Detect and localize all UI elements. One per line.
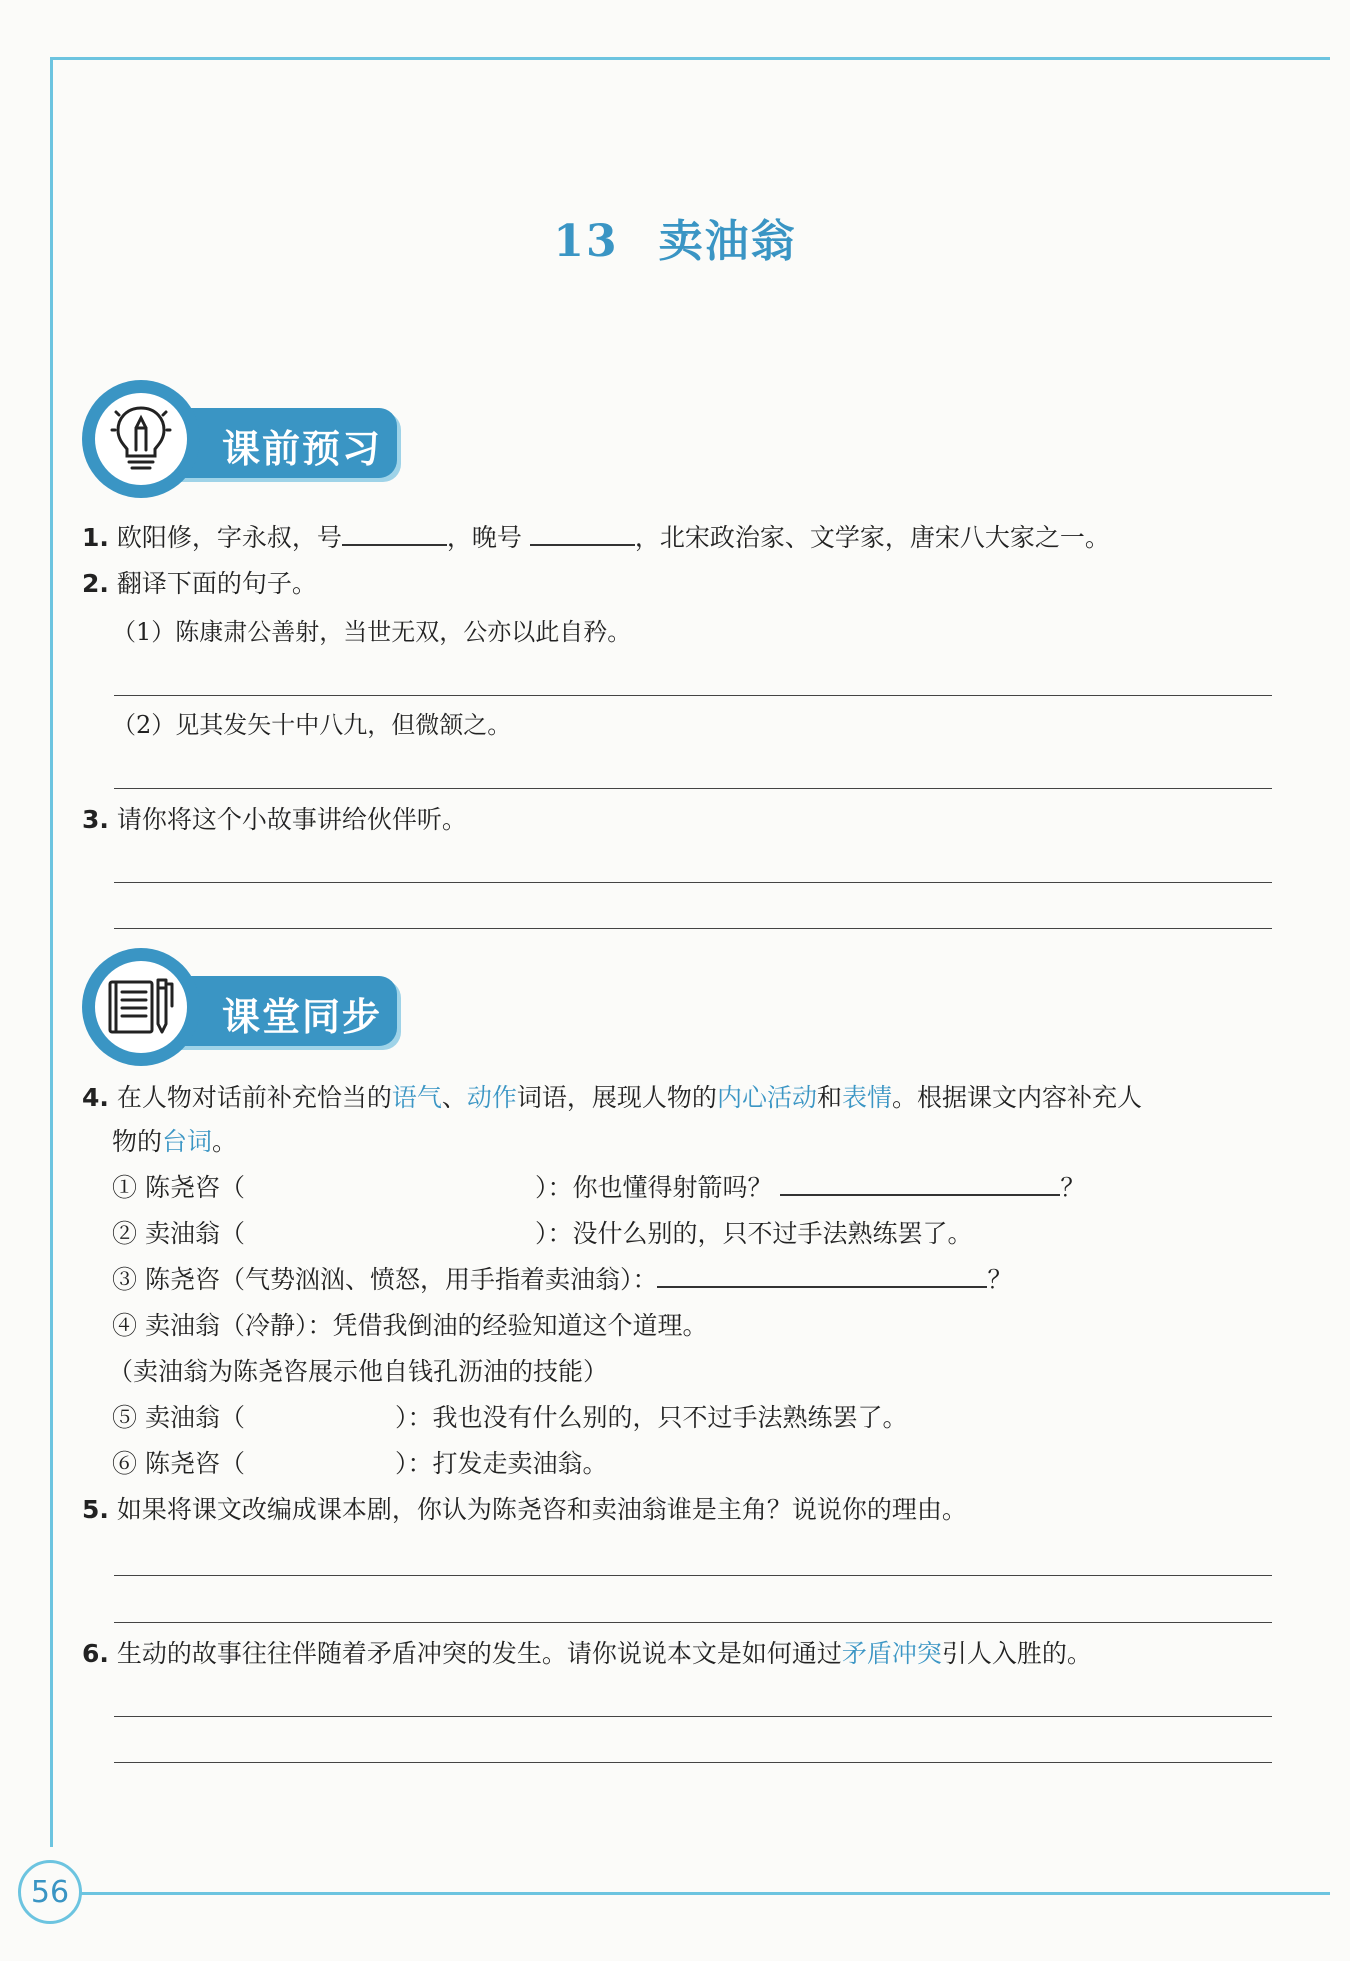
page-frame-top	[50, 57, 1330, 60]
highlight-text: 台词	[162, 1127, 213, 1156]
answer-line[interactable]	[114, 1575, 1272, 1576]
highlight-text: 矛盾冲突	[841, 1639, 942, 1668]
highlight-text: 语气	[391, 1083, 442, 1112]
book-pencil-icon	[106, 976, 176, 1038]
dialogue-text: ① 陈尧咨（	[112, 1173, 245, 1202]
dialogue-text: ）：没什么别的，只不过手法熟练罢了。	[534, 1219, 973, 1248]
section-badge	[82, 380, 200, 498]
question-text: 在人物对话前补充恰当的	[116, 1083, 392, 1112]
dialogue-line-6	[112, 1446, 607, 1482]
section-banner-sync	[82, 948, 402, 1073]
answer-line[interactable]	[114, 1762, 1272, 1763]
page-frame-left	[50, 57, 53, 1847]
question-number: 6.	[82, 1639, 109, 1668]
dialogue-text: ② 卖油翁（	[112, 1219, 245, 1248]
answer-blank[interactable]	[657, 1264, 987, 1288]
question-3	[82, 802, 467, 838]
dialogue-text: ⑤ 卖油翁（	[112, 1403, 245, 1432]
section-ribbon	[172, 408, 397, 478]
question-1	[82, 520, 1110, 556]
answer-line[interactable]	[114, 1716, 1272, 1717]
question-2	[82, 566, 317, 602]
question-text: 和	[816, 1083, 842, 1112]
dialogue-text: ⑥ 陈尧咨（	[112, 1449, 245, 1478]
question-text: 词语，展现人物的	[516, 1083, 717, 1112]
question-text: ，晚号	[446, 523, 522, 552]
question-6	[82, 1636, 1092, 1672]
question-4-cont	[112, 1124, 237, 1160]
dialogue-line-5	[112, 1400, 907, 1436]
question-number: 5.	[82, 1495, 109, 1524]
answer-line[interactable]	[114, 928, 1272, 929]
question-text: 。	[212, 1127, 238, 1156]
lesson-name: 卖油翁	[658, 216, 797, 267]
question-number: 3.	[82, 805, 109, 834]
question-text: 请你将这个小故事讲给伙伴听。	[116, 805, 467, 834]
highlight-text: 动作	[466, 1083, 517, 1112]
answer-blank[interactable]	[530, 522, 635, 546]
answer-line[interactable]	[114, 788, 1272, 789]
question-text: 如果将课文改编成课本剧，你认为陈尧咨和卖油翁谁是主角？说说你的理由。	[116, 1495, 967, 1524]
section-label: 课堂同步	[222, 995, 383, 1039]
question-text: ，北宋政治家、文学家，唐宋八大家之一。	[634, 523, 1110, 552]
highlight-text: 内心活动	[716, 1083, 817, 1112]
answer-blank[interactable]	[342, 522, 447, 546]
dialogue-line-2	[112, 1216, 972, 1252]
lesson-title	[0, 205, 1350, 269]
question-number: 4.	[82, 1083, 109, 1112]
dialogue-line-1	[112, 1170, 1085, 1206]
question-text: 翻译下面的句子。	[116, 569, 317, 598]
subquestion-2-1: （1）陈康肃公善射，当世无双，公亦以此自矜。	[112, 618, 632, 646]
answer-line[interactable]	[114, 695, 1272, 696]
dialogue-text: ）：我也没有什么别的，只不过手法熟练罢了。	[394, 1403, 908, 1432]
section-label: 课前预习	[222, 427, 383, 471]
section-ribbon	[172, 976, 397, 1046]
lesson-number: 13	[553, 216, 619, 267]
answer-line[interactable]	[114, 1622, 1272, 1623]
question-text: 、	[441, 1083, 467, 1112]
answer-blank[interactable]	[780, 1172, 1060, 1196]
section-badge	[82, 948, 200, 1066]
dialogue-text: ？	[1060, 1173, 1086, 1202]
dialogue-line-4: ④ 卖油翁（冷静）：凭借我倒油的经验知道这个道理。	[112, 1311, 708, 1340]
dialogue-text: ）：打发走卖油翁。	[394, 1449, 608, 1478]
stage-direction: （卖油翁为陈尧咨展示他自钱孔沥油的技能）	[108, 1357, 609, 1386]
question-text: 引人入胜的。	[941, 1639, 1092, 1668]
answer-line[interactable]	[114, 882, 1272, 883]
subquestion-2-2: （2）见其发矢十中八九，但微颔之。	[112, 711, 512, 739]
question-4	[82, 1080, 1142, 1116]
question-number: 1.	[82, 523, 109, 552]
lightbulb-icon	[110, 404, 172, 474]
question-text: 。根据课文内容补充人	[891, 1083, 1142, 1112]
question-5	[82, 1492, 967, 1528]
section-banner-preview	[82, 380, 402, 505]
dialogue-text: ？	[987, 1265, 1013, 1294]
highlight-text: 表情	[841, 1083, 892, 1112]
dialogue-text: ③ 陈尧咨（气势汹汹、愤怒，用手指着卖油翁）：	[112, 1265, 658, 1294]
question-text: 欧阳修，字永叔，号	[116, 523, 342, 552]
page-number: 56	[18, 1860, 82, 1924]
question-text: 物的	[112, 1127, 163, 1156]
question-number: 2.	[82, 569, 109, 598]
dialogue-text: ）：你也懂得射箭吗？	[534, 1173, 773, 1202]
page-frame-bottom	[78, 1892, 1330, 1895]
dialogue-line-3	[112, 1262, 1012, 1298]
question-text: 生动的故事往往伴随着矛盾冲突的发生。请你说说本文是如何通过	[116, 1639, 842, 1668]
